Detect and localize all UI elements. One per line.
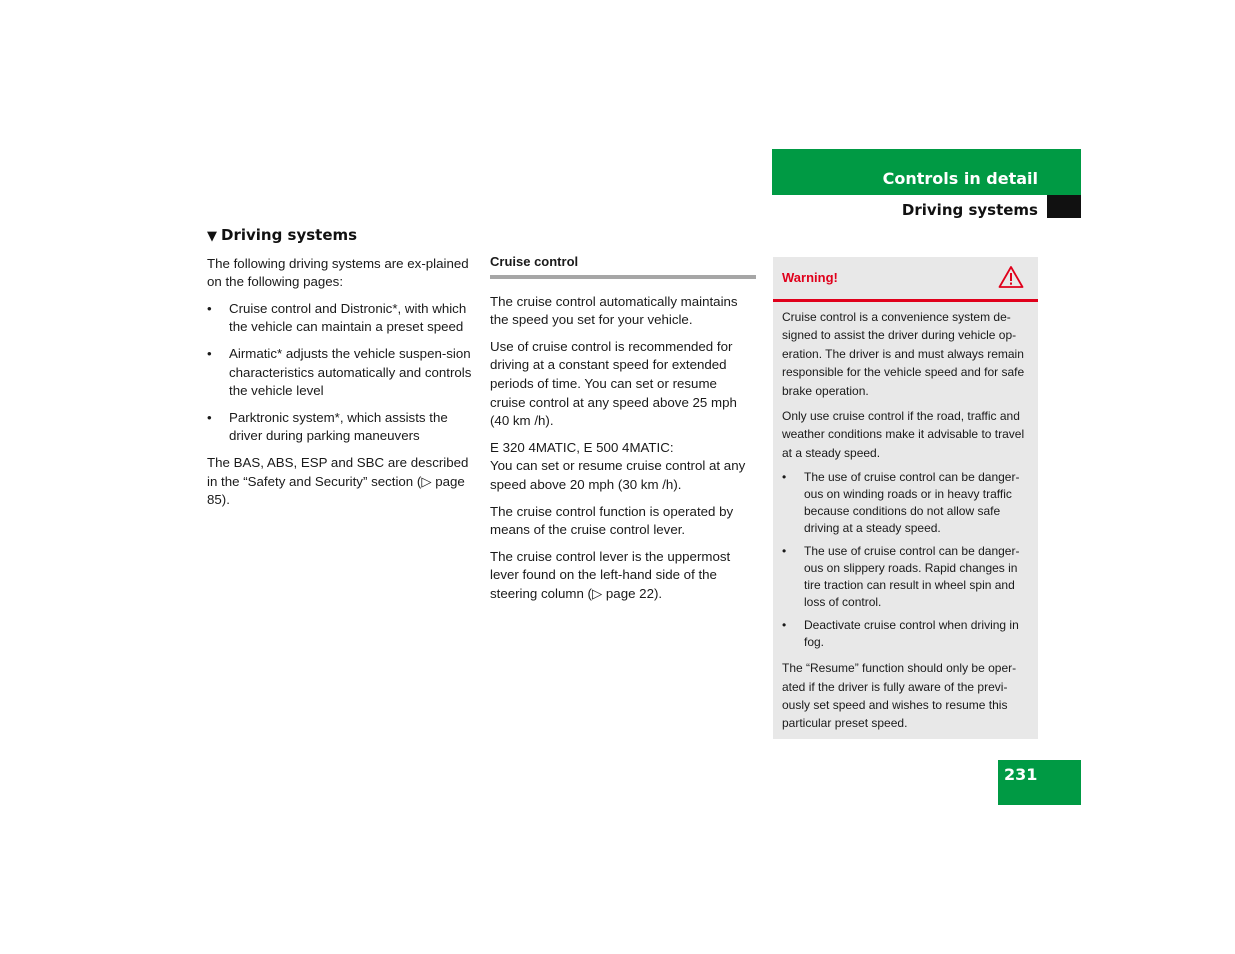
warning-body bbox=[773, 302, 1038, 733]
warning-header bbox=[773, 257, 1038, 302]
chapter-header-bar bbox=[772, 149, 1081, 195]
warning-triangle-icon bbox=[998, 265, 1024, 289]
intro-paragraph: The following driving systems are ex-plained on the following pages: bbox=[207, 255, 469, 290]
section-subtitle: Driving systems bbox=[901, 201, 1038, 219]
warning-box bbox=[773, 257, 1038, 739]
warning-title: Warning! bbox=[782, 270, 838, 285]
page-number-box bbox=[998, 760, 1081, 805]
list-item: • The use of cruise control can be danger-ous on winding roads or in heavy traffic because conditions do not allow safe driving at a steady speed. bbox=[782, 469, 1030, 537]
section-heading bbox=[207, 226, 472, 247]
cruise-control-heading: Cruise control bbox=[490, 253, 756, 279]
paragraph-model-note: E 320 4MATIC, E 500 4MATIC: bbox=[490, 439, 674, 455]
chapter-title: Controls in detail bbox=[882, 169, 1038, 188]
paragraph: The cruise control lever is the uppermost lever found on the left-hand side of the steering column (▷ page 22). bbox=[490, 548, 731, 601]
list-item: • Cruise control and Distronic*, with which the vehicle can maintain a preset speed bbox=[207, 300, 472, 337]
middle-column bbox=[490, 253, 756, 612]
list-item: • Deactivate cruise control when driving in fog. bbox=[782, 617, 1030, 651]
warning-paragraph: Only use cruise control if the road, traffic and weather conditions make it advisable to travel at a steady speed. bbox=[782, 409, 1025, 460]
list-item: • The use of cruise control can be danger-ous on slippery roads. Rapid changes in tire traction can result in wheel spin and loss of control. bbox=[782, 543, 1030, 611]
section-marker-tab bbox=[1047, 195, 1081, 218]
section-heading-text: Driving systems bbox=[221, 226, 358, 244]
list-item: • Airmatic* adjusts the vehicle suspen-sion characteristics automatically and controls the vehicle level bbox=[207, 345, 472, 401]
warning-paragraph: The “Resume” function should only be oper-ated if the driver is fully aware of the previ-ously set speed and wishes to resume this particular preset speed. bbox=[782, 661, 1017, 731]
safety-reference-paragraph: The BAS, ABS, ESP and SBC are described in the “Safety and Security” section (▷ page 85). bbox=[207, 454, 469, 508]
list-item: • Parktronic system*, which assists the driver during parking maneuvers bbox=[207, 409, 472, 446]
driving-systems-list bbox=[207, 300, 472, 446]
paragraph: The cruise control automatically maintains the speed you set for your vehicle. bbox=[490, 293, 738, 328]
paragraph: The cruise control function is operated by means of the cruise control lever. bbox=[490, 503, 734, 538]
warning-paragraph: Cruise control is a convenience system de-signed to assist the driver during vehicle op-eration. The driver is and must always remain responsible for the vehicle speed and for safe brake operation. bbox=[782, 310, 1025, 398]
paragraph: Use of cruise control is recommended for driving at a constant speed for extended periods of time. You can set or resume cruise control at any speed above 25 mph (40 km /h). bbox=[490, 338, 737, 429]
triangle-marker-icon: ▼ bbox=[207, 229, 217, 244]
paragraph: You can set or resume cruise control at any speed above 20 mph (30 km /h). bbox=[490, 458, 746, 492]
left-column bbox=[207, 226, 472, 518]
warning-list bbox=[782, 469, 1030, 651]
page-number: 231 bbox=[1004, 765, 1038, 784]
